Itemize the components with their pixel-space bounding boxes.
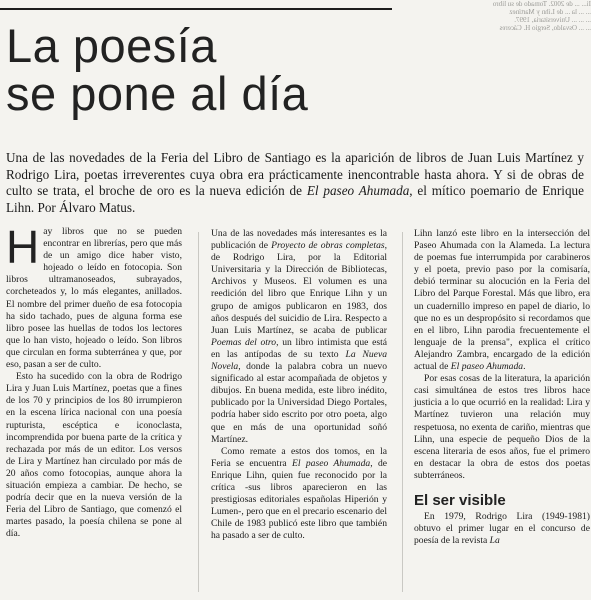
body-column-1 — [6, 221, 182, 540]
column-divider — [402, 232, 403, 592]
bleed-line: Ii... ... de 2002. Tomado de su libro — [492, 0, 591, 8]
book-title: Proyecto de obras completas — [271, 240, 385, 252]
bleed-through-text — [392, 0, 591, 32]
article-headline — [6, 19, 396, 120]
paragraph: Como remate a estos dos tomos, en la Feria se encuentra El paseo Ahumada, de Enrique Lihn, quien fue reconocido por la crítica -sus libros aparecieron en las prestigiosas editoriales españolas Hiperión y Lumen-, pero que en el precario escenario del Chile de 1983 publicó este libro que también ha pasado a ser de culto. — [211, 445, 387, 542]
paragraph: En 1979, Rodrigo Lira (1949-1981) obtuvo el primer lugar en el concurso de poesía de la revista La — [414, 510, 590, 547]
paragraph: Hay libros que no se pueden encontrar en librerías, pero que más de un amigo dice haber visto, hojeado o leído en fotocopia. Son libros ultramanoseados, subrayados, corcheteados y, lo más elegantes, anillados. El nombre del primer dueño de esa fotocopia ha sido tachado, pues de alguna forma ese libro posee las huellas de todos los lectores que lo han visto, hojeado o leído. Son libros que circulan en forma subterránea y que, por eso, pasan a ser de culto. — [6, 221, 182, 371]
paragraph: Lihn lanzó este libro en la intersección del Paseo Ahumada con la Alameda. La lectura de poemas fue interrumpida por carabineros y el poeta, previo paso por la comisaría, debió terminar su alocución en la Feria del Libro del Parque Forestal. Más que libro, era un cuadernillo impreso en papel de diario, lo que no es un despropósito si recordamos que en el libro, Lihn parodia frecuentemente el lenguaje de la prensa", explica el crítico Alejandro Zambra, encargado de la edición actual de El paseo Ahumada. — [414, 228, 590, 373]
paragraph: Por esas cosas de la literatura, la aparición casi simultánea de estos tres libros hace justicia a lo que ocurrió en la realidad: Lira y Martínez tuvieron una relación muy respetuosa, no exenta de cariño, mientras que Lihn, una especie de pequeño Dios de la escena literaria de esos años, fue el primero en destacar la obra de estos dos poetas subterráneos. — [414, 373, 590, 481]
book-title: El paseo Ahumada — [450, 361, 524, 373]
book-title: Poemas del otro — [211, 336, 277, 348]
column-divider — [198, 232, 199, 592]
headline-line-2: se pone al día — [6, 67, 309, 120]
drop-cap: H — [6, 221, 40, 273]
header-rule — [0, 8, 392, 10]
paragraph: Una de las novedades más interesantes es la publicación de Proyecto de obras completas, de Rodrigo Lira, por la Editorial Universitaria y la Dirección de Bibliotecas, Archivos y Museos. El volumen es una reedición del libro que Enrique Lihn y un grupo de amigos publicaron en 1983, dos años después del suicidio de Lira. Respecto a Juan Luis Martínez, se acaba de publicar Poemas del otro, un libro intimista que está en las antípodas de su texto La Nueva Novela, donde la palabra cobra un nuevo significado al estar acompañada de objetos y dibujos. En buena medida, este libro inédito, publicado por la Universidad Diego Portales, podría haber sido escrito por otro poeta, algo que en más de una oportunidad soñó Martínez. — [211, 228, 388, 445]
bleed-line: ... ... la ... de Lihn y Martínez — [509, 8, 591, 16]
deck-book-title: El paseo Ahumada — [306, 183, 410, 198]
article-deck — [6, 150, 584, 216]
deck-text: Una de las novedades de la Feria del Libro de Santiago es la aparición de libros de Juan Luis Martínez y Rodrigo Lira, poetas irreverentes cuya obra era prácticamente inencontrable hasta ahora. Y si de obras de culto se trata, el broche de oro es la nueva edición de — [6, 150, 584, 198]
body-column-2 — [211, 228, 387, 542]
section-subhead: El ser visible — [414, 491, 506, 509]
body-column-3 — [414, 228, 590, 547]
bleed-line: ... ... ... Universitaria, 1997. — [514, 16, 591, 24]
bleed-line: ... ... Osvaldo, Sergio H. Cáceres — [499, 24, 591, 32]
paragraph: Esto ha sucedido con la obra de Rodrigo Lira y Juan Luis Martínez, poetas que a fines de los 70 y principios de los 80 irrumpieron en la escena lírica nacional con una poesía rupturista, escéptica e iconoclasta, incomprendida por buena parte de la crítica y rechazada por más de un editor. Los versos de Lira y Martínez han circulado por más de 20 años como fotocopias, aunque ahora la situación empieza a cambiar. De hecho, se podría decir que en la nueva versión de la Feria del Libro de Santiago, que comenzó el martes pasado, la poesía chilena se pone al día. — [6, 371, 182, 540]
magazine-title: La — [489, 535, 500, 547]
book-title: La Nueva Novela — [211, 348, 387, 373]
deck-text-end: , el mítico poemario de Enrique Lihn. Por Álvaro Matus. — [6, 183, 584, 215]
headline-line-1: La poesía — [6, 19, 217, 72]
book-title: El paseo Ahumada — [292, 457, 371, 469]
